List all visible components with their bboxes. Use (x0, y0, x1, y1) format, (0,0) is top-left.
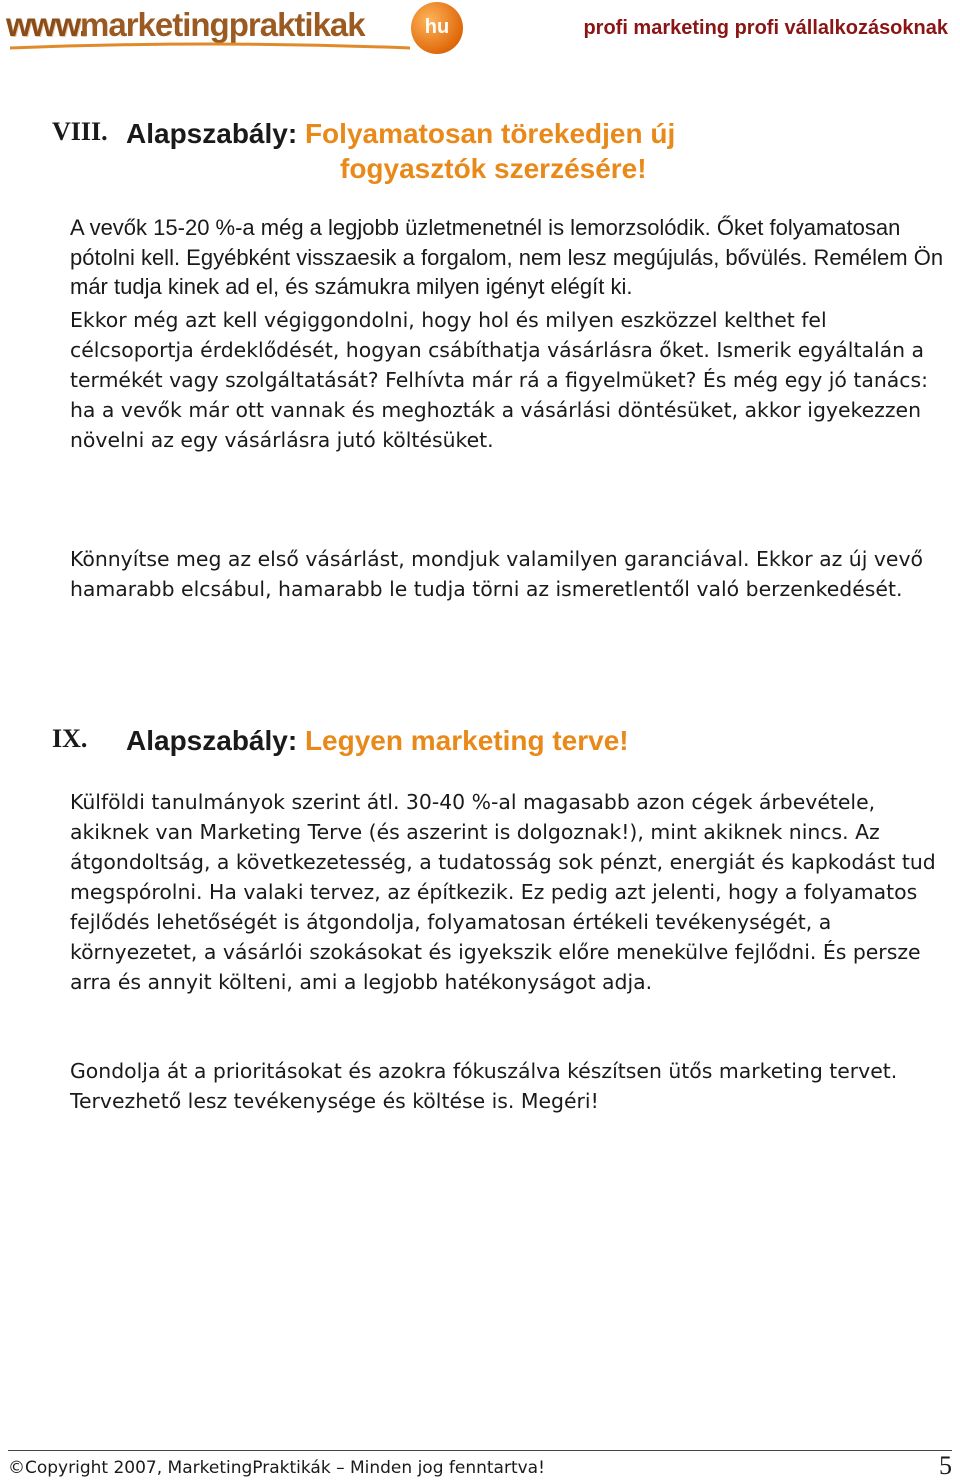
paragraph: Könnyítse meg az első vásárlást, mondjuk valamilyen garanciával. Ekkor az új vevő hamarabb elcsábul, hamarabb le tudja törni az ismeretlentől való berzenkedését. (70, 547, 924, 601)
heading-label: Alapszabály: (126, 118, 298, 149)
page-header (0, 0, 960, 60)
heading-title-line2: fogyasztók szerzésére! (340, 153, 647, 184)
section-heading (126, 723, 629, 758)
page-footer (8, 1450, 952, 1480)
heading-title: Legyen marketing terve! (304, 725, 629, 756)
section-heading (126, 116, 675, 151)
heading-title-line1: Folyamatosan törekedjen új (304, 118, 676, 149)
paragraph: Ekkor még azt kell végiggondolni, hogy hol és milyen eszközzel kelthet fel célcsoportja érdeklődését, hogyan csábíthatja vásárlásra őket. Ismerik egyáltalán a termékét vagy szolgáltatását? Felhívta már rá a figyelmüket? És még egy jó tanács: ha a vevők már ott vannak és meghozták a vásárlási döntésüket, akkor igyekezzen növelni az egy vásárlásra jutó költésüket. (70, 308, 928, 452)
logo-swoosh-icon (10, 42, 410, 52)
paragraph: Külföldi tanulmányok szerint átl. 30-40 %-al magasabb azon cégek árbevétele, akiknek van Marketing Terve (és aszerint is dolgoznak!), mint akiknek nincs. Az átgondoltság, a következetesség, a tudatosság sok pénzt, energiát és kapkodást tud megspórolni. Ha valaki tervez, az építkezik. Ez pedig azt jelenti, hogy a folyamatos fejlődés lehetőségét is átgondolja, folyamatosan értékeli tevékenységét, a környezetet, a vásárlói szokásokat és igyekszik előre menekülve fejlődni. És persze arra és annyit költeni, ami a legjobb hatékonyságot adja. (70, 790, 936, 994)
site-tagline: profi marketing profi vállalkozásoknak (583, 17, 948, 39)
logo-name-text: marketingpraktikak (80, 6, 365, 43)
copyright-text: ©Copyright 2007, MarketingPraktikák – Minden jog fenntartva! (8, 1458, 545, 1478)
section-heading-line2 (340, 151, 647, 186)
logo-hu-badge: hu (411, 2, 463, 54)
site-logo[interactable] (6, 4, 464, 54)
page-number: 5 (939, 1451, 952, 1480)
heading-label: Alapszabály: (126, 725, 298, 756)
section-number: IX. (52, 724, 88, 753)
paragraph: Gondolja át a prioritásokat és azokra fókuszálva készítsen ütős marketing tervet. Tervezhető lesz tevékenysége és költése is. Megéri! (70, 1059, 898, 1113)
paragraph: A vevők 15-20 %-a még a legjobb üzletmenetnél is lemorzsolódik. Őket folyamatosan pótolni kell. Egyébként visszaesik a forgalom, nem lesz megújulás, bővülés. Remélem Ön már tudja kinek ad el, és számukra milyen igényt elégít ki. (70, 215, 944, 299)
logo-www-text: www. (6, 6, 87, 43)
section-number: VIII. (52, 117, 108, 146)
